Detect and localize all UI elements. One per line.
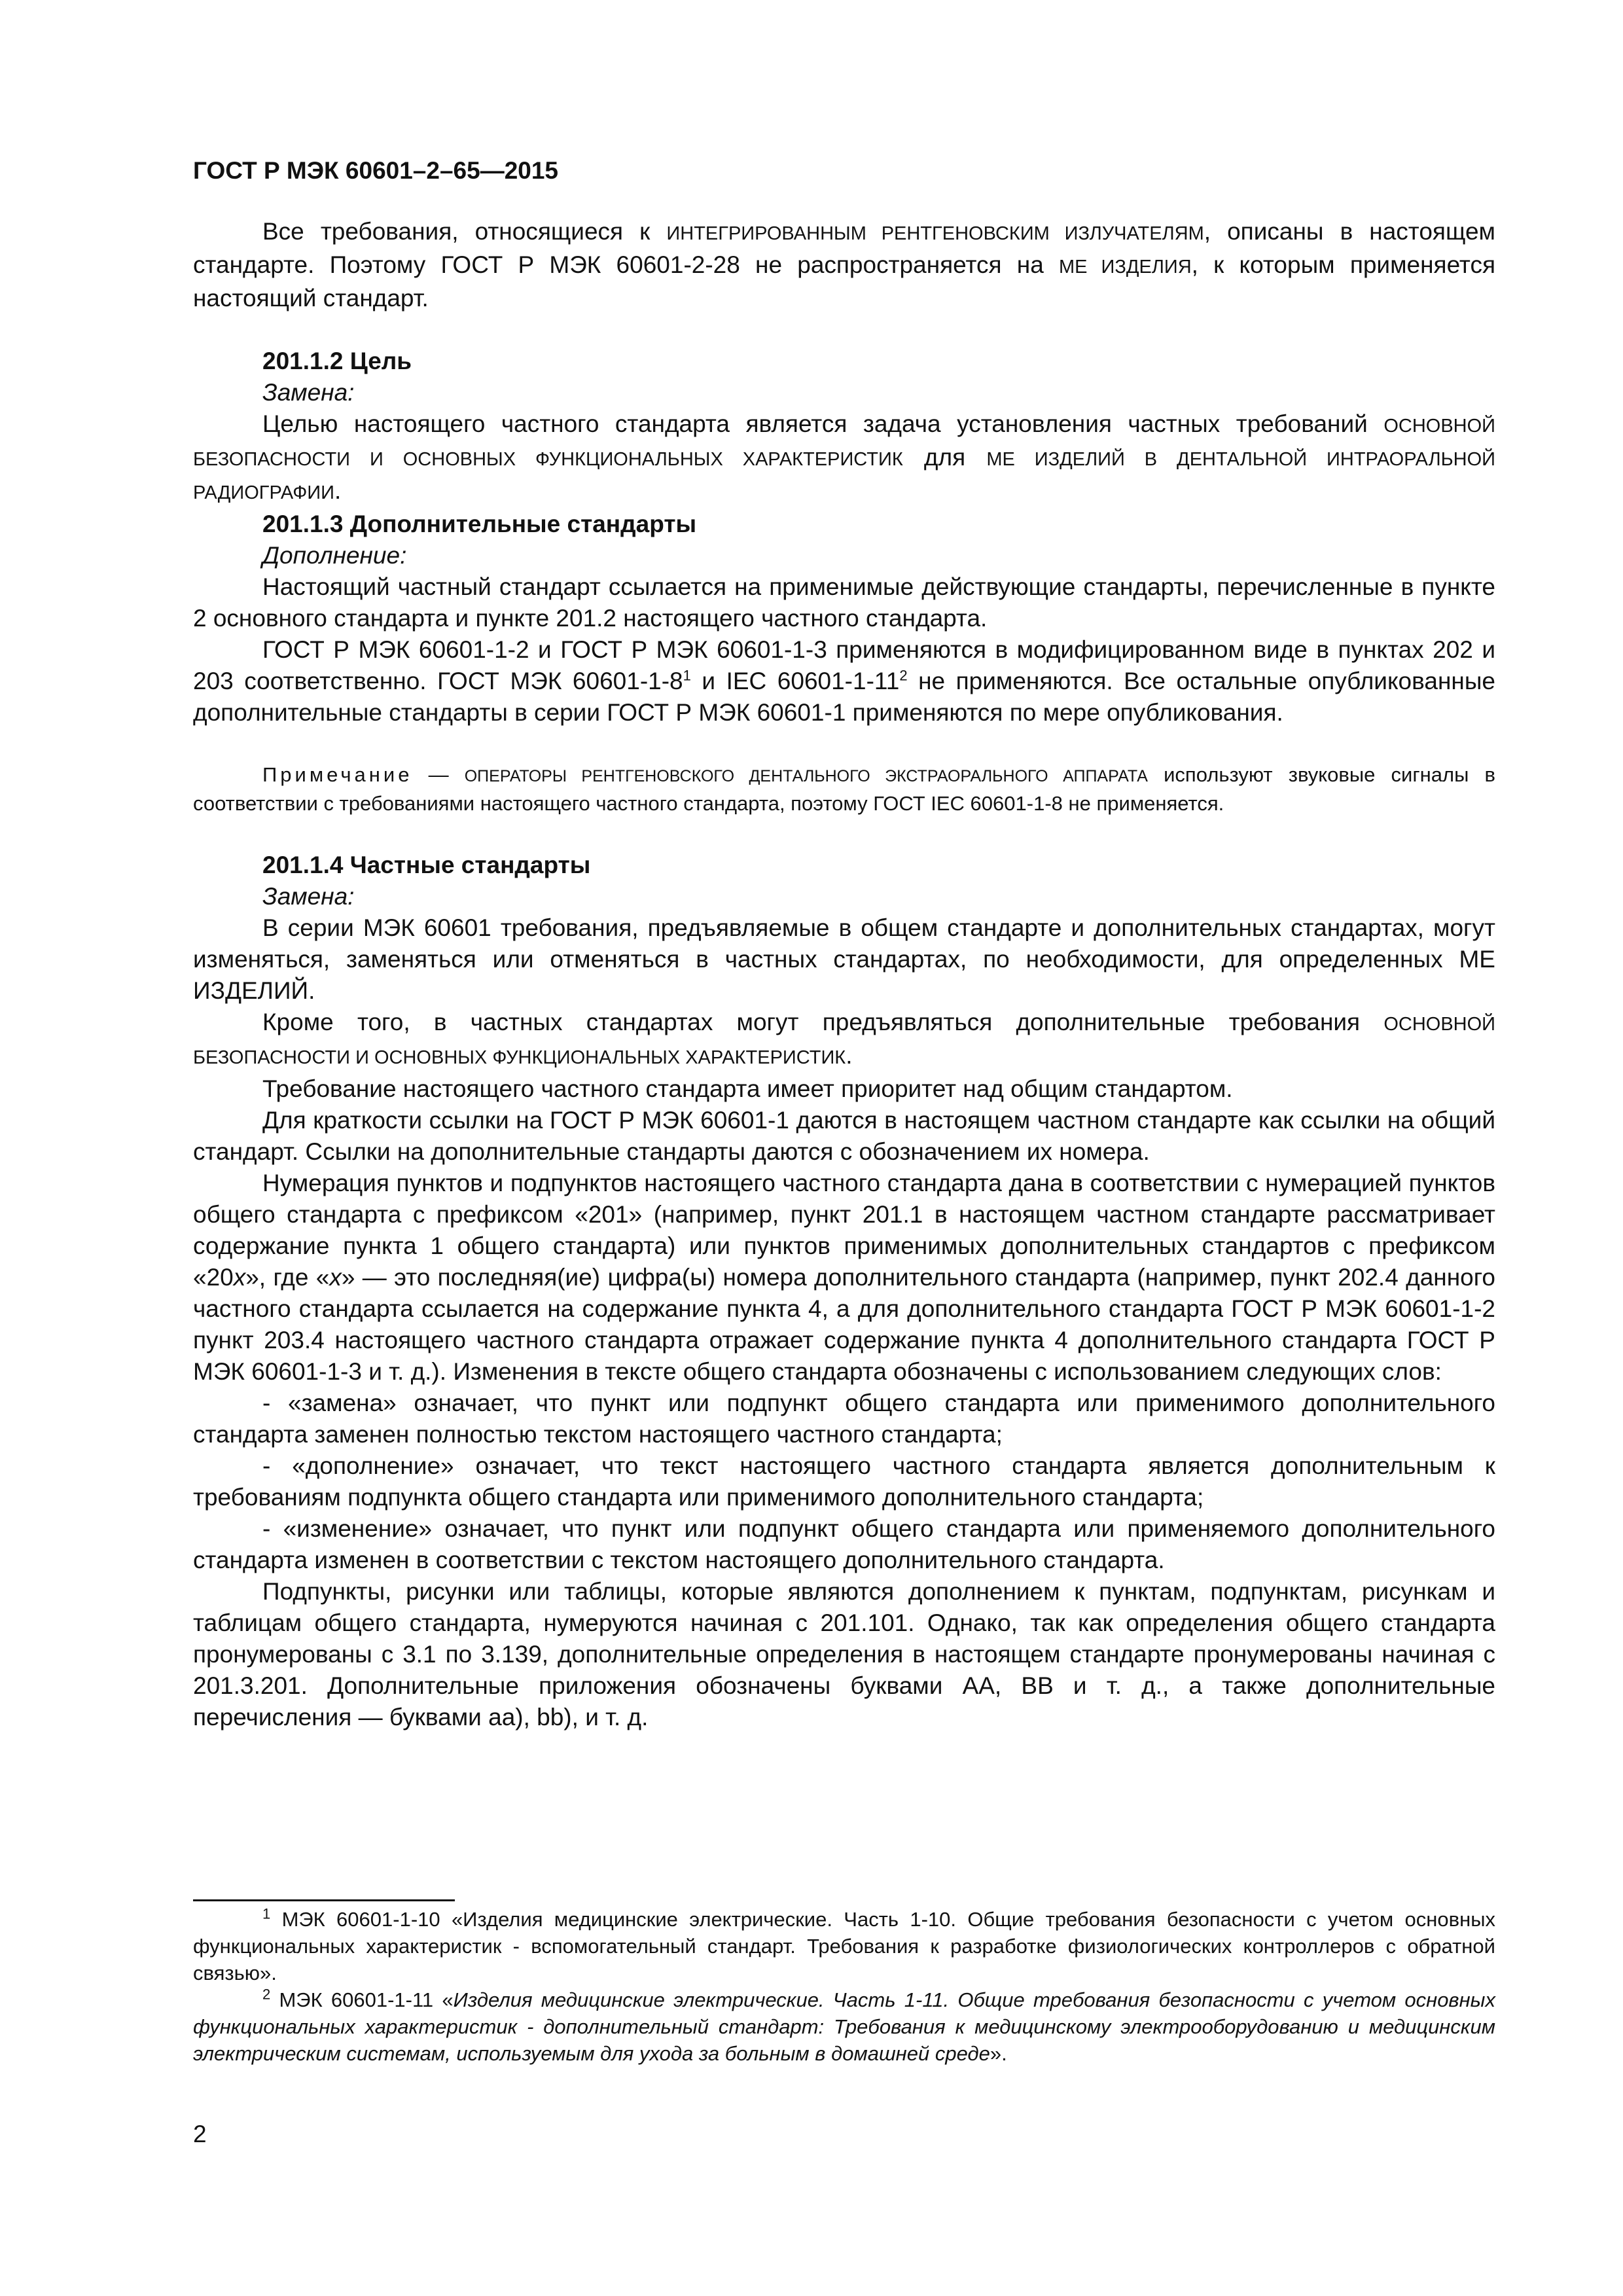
section-201-1-2-label: Замена: [262,379,355,406]
section-201-1-3-paragraph-2: ГОСТ Р МЭК 60601-1-2 и ГОСТ Р МЭК 60601-1-3 применяются в модифицированном виде в пунктах 202 и 203 соответственно. ГОСТ МЭК $60601-1-8^1$ и IEC $60601-1-11^2$ не применяются. Все остальные опубликованные дополнительные стандарты в серии ГОСТ Р МЭК 60601-1 применяются по мере опубликования. [193,636,1495,726]
section-201-1-4-title: 201.1.4 Частные стандарты [262,852,591,878]
footnotes [193,1906,1495,2067]
section-201-1-4-paragraph-4: Для краткости ссылки на ГОСТ Р МЭК 60601-1 даются в настоящем частном стандарте как ссылки на общий стандарт. Ссылки на дополнительные стандарты даются с обозначением их номера. [193,1107,1495,1165]
footnote-2: $^2$ МЭК 60601-1-11 «Изделия медицинские электрические. Часть 1-11. Общие требования безопасности с учетом основных функциональных характеристик - дополнительный стандарт: Требования к медицинскому электрооборудованию и медицинским электрическим системам, используемым для ухода за больным в домашней среде». [193,1986,1495,2065]
section-201-1-4-paragraph-5: Нумерация пунктов и подпунктов настоящего частного стандарта дана в соответствии с нумерацией пунктов общего стандарта с префиксом «201» (например, пункт 201.1 в настоящем частном стандарте рассматривает содержание пункта 1 общего стандарта) или пунктов применимых дополнительных стандартов с префиксом «20x», где «x» — это последняя(ие) цифра(ы) номера дополнительного стандарта (например, пункт 202.4 данного частного стандарта ссылается на содержание пункта 4, а для дополнительного стандарта ГОСТ Р МЭК 60601-1-2 пункт 203.4 настоящего частного стандарта отражает содержание пункта 4 дополнительного стандарта ГОСТ Р МЭК 60601-1-3 и т. д.). Изменения в тексте общего стандарта обозначены с использованием следующих слов: [193,1170,1495,1385]
list-item-izmenenie: - «изменение» означает, что пункт или подпункт общего стандарта или применяемого дополнительного стандарта изменен в соответствии с текстом настоящего дополнительного стандарта. [193,1515,1495,1573]
section-201-1-3-title: 201.1.3 Дополнительные стандарты [262,511,697,537]
list-item-dopolnenie: - «дополнение» означает, что текст настоящего частного стандарта является дополнительным к требованиям подпункта общего стандарта или применимого дополнительного стандарта; [193,1452,1495,1511]
list-item-zamena: - «замена» означает, что пункт или подпункт общего стандарта или применимого дополнительного стандарта заменен полностью текстом настоящего частного стандарта; [193,1390,1495,1448]
note-paragraph: Примечание — ОПЕРАТОРЫ РЕНТГЕНОВСКОГО ДЕНТАЛЬНОГО ЭКСТРАОРАЛЬНОГО АППАРАТА используют звуковые сигналы в соответствии с требованиями настоящего частного стандарта, поэтому ГОСТ IEC 60601-1-8 не применяется. [193,763,1496,815]
section-201-1-4-label: Замена: [262,883,355,910]
page-number: 2 [193,2121,207,2147]
section-201-1-3-label: Дополнение: [262,542,407,569]
footnote-1: $^1$ МЭК 60601-1-10 «Изделия медицинские электрические. Часть 1-10. Общие требования безопасности с учетом основных функциональных характеристик - вспомогательный стандарт. Требования к разработке физиологических контроллеров с обратной связью». [193,1905,1495,1984]
document-header: ГОСТ Р МЭК 60601–2–65—2015 [193,157,558,184]
footnote-ref-1: 1 [683,667,691,684]
note-label: Примечание [262,763,413,786]
section-201-1-4-paragraph-3: Требование настоящего частного стандарта имеет приоритет над общим стандартом. [262,1075,1233,1102]
section-201-1-4-paragraph-1: В серии МЭК 60601 требования, предъявляемые в общем стандарте и дополнительных стандартах, могут изменяться, заменяться или отменяться в частных стандартах, по необходимости, для определенных МЕ ИЗДЕЛИЙ. [193,914,1495,1004]
intro-paragraph: Все требования, относящиеся к ИНТЕГРИРОВАННЫМ РЕНТГЕНОВСКИМ ИЗЛУЧАТЕЛЯМ, описаны в настоящем стандарте. Поэтому ГОСТ Р МЭК 60601-2-28 не распространяется на МЕ ИЗДЕЛИЯ, к которым применяется настоящий стандарт. [193,218,1496,312]
section-201-1-4-paragraph-2: Кроме того, в частных стандартах могут предъявляться дополнительные требования ОСНОВНОЙ БЕЗОПАСНОСТИ И ОСНОВНЫХ ФУНКЦИОНАЛЬНЫХ ХАРАКТЕРИСТИК. [193,1009,1495,1069]
footnote-separator [193,1899,455,1901]
section-201-1-2-title: 201.1.2 Цель [262,348,412,374]
document-body [193,216,1495,1733]
section-201-1-4-paragraph-6: Подпункты, рисунки или таблицы, которые являются дополнением к пунктам, подпунктам, рисункам и таблицам общего стандарта, нумеруются начиная с 201.101. Однако, так как определения общего стандарта пронумерованы с 3.1 по 3.139, дополнительные определения в настоящем стандарте пронумерованы начиная с 201.3.201. Дополнительные приложения обозначены буквами АА, ВВ и т. д., а также дополнительные перечисления — буквами аа), bb), и т. д. [193,1578,1495,1731]
section-201-1-3-paragraph-1: Настоящий частный стандарт ссылается на применимые действующие стандарты, перечисленные в пункте 2 основного стандарта и пункте 201.2 настоящего частного стандарта. [193,573,1495,632]
section-201-1-2-paragraph: Целью настоящего частного стандарта является задача установления частных требований ОСНОВНОЙ БЕЗОПАСНОСТИ И ОСНОВНЫХ ФУНКЦИОНАЛЬНЫХ ХАРАКТЕРИСТИК для МЕ ИЗДЕЛИЙ В ДЕНТАЛЬНОЙ ИНТРАОРАЛЬНОЙ РАДИОГРАФИИ. [193,410,1496,504]
footnote-ref-2: 2 [899,667,908,684]
